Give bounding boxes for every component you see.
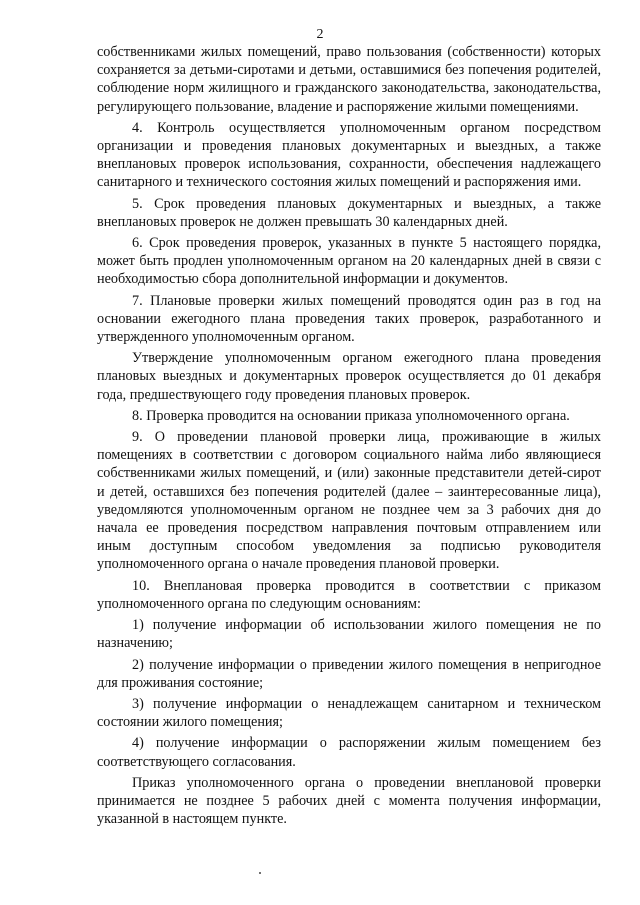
document-body	[97, 43, 601, 831]
paragraph-6: 6. Срок проведения проверок, указанных в пункте 5 настоящего порядка, может быть продлен уполномоченным органом на 20 календарных дней в связи с необходимостью сбора дополнительной информации и документов.	[97, 235, 601, 288]
scan-dot-mark	[259, 872, 261, 874]
paragraph-4: 4. Контроль осуществляется уполномоченным органом посредством организации и проведения плановых документарных и выездных, а также внеплановых проверок использования, сохранности, обеспечения надлежащего санитарного и технического состояния жилых помещений и распоряжения ими.	[97, 119, 601, 191]
paragraph-7-plan-approval: Утверждение уполномоченным органом ежегодного плана проведения плановых выездных и документарных проверок осуществляется до 01 декабря года, предшествующего году проведения плановых проверок.	[97, 350, 601, 403]
paragraph-10-item-4: 4) получение информации о распоряжении жилым помещением без соответствующего согласования.	[97, 735, 601, 770]
paragraph-10: 10. Внеплановая проверка проводится в соответствии с приказом уполномоченного органа по следующим основаниям:	[97, 577, 601, 612]
paragraph-10-item-3: 3) получение информации о ненадлежащем санитарном и техническом состоянии жилого помещения;	[97, 695, 601, 731]
paragraph-8: 8. Проверка проводится на основании приказа уполномоченного органа.	[132, 407, 570, 424]
paragraph-10-item-1: 1) получение информации об использовании жилого помещения не по назначению;	[97, 617, 601, 652]
paragraph-7: 7. Плановые проверки жилых помещений проводятся один раз в год на основании ежегодного плана проведения таких проверок, разработанного и утвержденного уполномоченным органом.	[97, 292, 601, 346]
paragraph-continuation: собственниками жилых помещений, право пользования (собственности) которых сохраняется за детьми-сиротами и детьми, оставшимися без попечения родителей, соблюдение норм жилищного и гражданского законодательства, законодательства, регулирующего пользование, владение и распоряжение жилыми помещениями.	[97, 44, 601, 115]
paragraph-5: 5. Срок проведения плановых документарных и выездных, а также внеплановых проверок не должен превышать 30 календарных дней.	[97, 195, 601, 230]
page-number: 2	[316, 27, 324, 42]
paragraph-9: 9. О проведении плановой проверки лица, проживающие в жилых помещениях в соответствии с договором социального найма либо являющиеся собственниками жилых помещений, и (или) законные представители детей-сирот и детей, оставшихся без попечения родителей (далее – заинтересованные лица), уведомляются уполномоченным органом не позднее чем за 3 рабочих дня до начала ее проведения посредством направления почтовым отправлением или иным доступным способом уведомления за подписью руководителя уполномоченного органа о начале проведения плановой проверки.	[97, 429, 601, 573]
paragraph-order-deadline: Приказ уполномоченного органа о проведении внеплановой проверки принимается не позднее 5 рабочих дней с момента получения информации, указанной в настоящем пункте.	[97, 774, 601, 828]
paragraph-10-item-2: 2) получение информации о приведении жилого помещения в непригодное для проживания состояние;	[97, 656, 601, 691]
